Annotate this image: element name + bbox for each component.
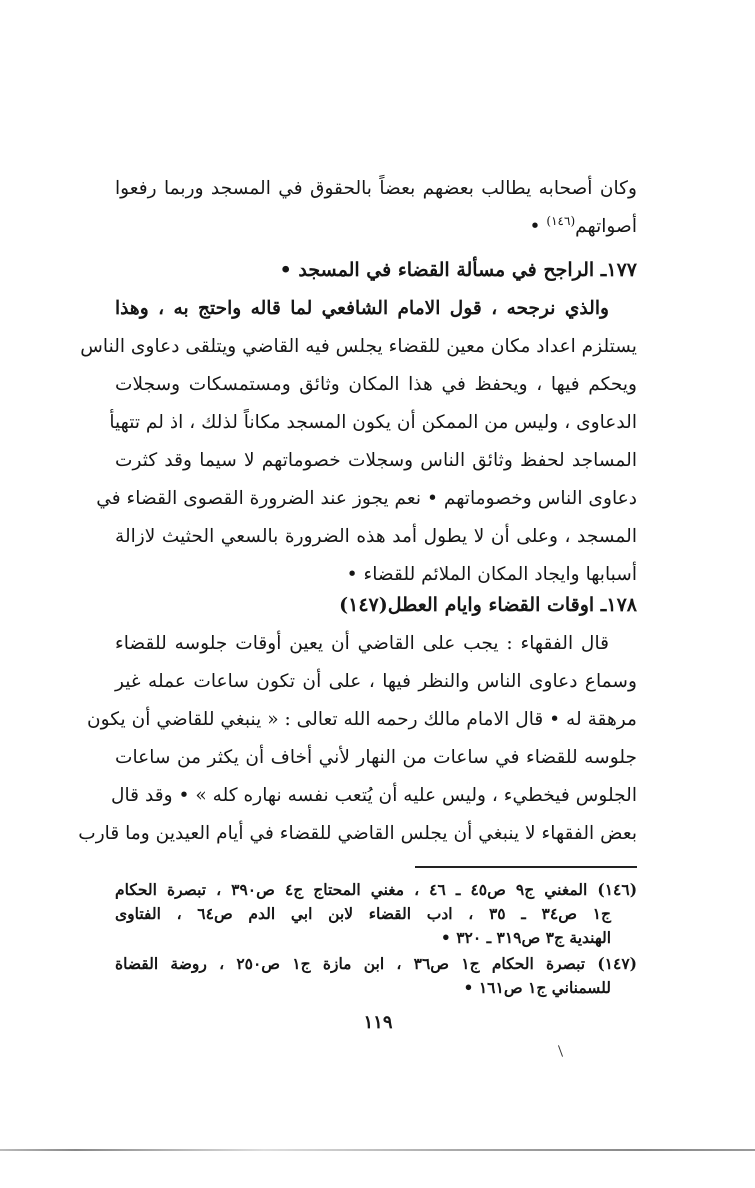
section-177-line-7: المسجد ، وعلى أن لا يطول أمد هذه الضرورة بالسعي الحثيث لازالة [115, 526, 637, 547]
intro-line-1: وكان أصحابه يطالب بعضهم بعضاً بالحقوق في المسجد وربما رفعوا [115, 178, 637, 199]
footnote-147-line-1: (١٤٧) تبصرة الحكام ج١ ص٣٦ ، ابن مازة ج١ ص٢٥٠ ، روضة القضاة [115, 954, 637, 973]
section-178-heading: ١٧٨ـ اوقات القضاء وايام العطل(١٤٧) [339, 594, 637, 616]
footnote-146-line-3: الهندية ج٣ ص٣١٩ ـ ٣٢٠ • [440, 928, 611, 947]
footnote-146-line-2: ج١ ص٣٤ ـ ٣٥ ، ادب القضاء لابن ابي الدم ص٦٤ ، الفتاوى [115, 904, 611, 923]
footnote-147-line-2: للسمناني ج١ ص١٦١ • [463, 978, 611, 997]
section-177-line-6: دعاوى الناس وخصوماتهم • نعم يجوز عند الضرورة القصوى القضاء في [96, 488, 637, 509]
section-177-line-8: أسبابها وايجاد المكان الملائم للقضاء • [346, 564, 637, 585]
footnote-separator [415, 866, 637, 868]
scan-speck [558, 1045, 563, 1057]
section-178-line-5: الجلوس فيخطيء ، وليس عليه أن يُتعب نفسه نهاره كله » • وقد قال [110, 785, 637, 806]
section-177-line-2: يستلزم اعداد مكان معين للقضاء يجلس فيه القاضي ويتلقى دعاوى الناس [80, 336, 637, 357]
section-178-line-2: وسماع دعاوى الناس والنظر فيها ، على أن تكون ساعات عمله غير [115, 671, 637, 692]
section-178 [78, 585, 637, 853]
footnote-146-line-1: (١٤٦) المغني ج٩ ص٤٥ ـ ٤٦ ، مغني المحتاج ج٤ ص٣٩٠ ، تبصرة الحكام [115, 880, 638, 899]
section-177-line-4: الدعاوى ، وليس من الممكن أن يكون المسجد مكاناً لذلك ، اذ لم تتهيأ [109, 412, 637, 433]
section-177-line-1: والذي نرجحه ، قول الامام الشافعي لما قاله واحتج به ، وهذا [115, 298, 609, 319]
footnote-146 [115, 878, 637, 950]
section-178-line-6: بعض الفقهاء لا ينبغي أن يجلس القاضي للقضاء في أيام العيدين وما قارب [78, 823, 637, 844]
section-177-line-3: ويحكم فيها ، ويحفظ في هذا المكان وثائق ومستمسكات وسجلات [115, 374, 637, 395]
scan-bottom-edge [0, 1149, 755, 1151]
footnote-ref-146: (١٤٦) [546, 213, 576, 228]
footnote-147 [115, 952, 637, 1000]
section-178-line-1: قال الفقهاء : يجب على القاضي أن يعين أوقات جلوسه للقضاء [115, 633, 609, 654]
page-number: ١١٩ [363, 1012, 393, 1033]
section-178-line-3: مرهقة له • قال الامام مالك رحمه الله تعالى : « ينبغي للقاضي أن يكون [86, 709, 637, 730]
intro-paragraph [115, 170, 637, 246]
intro-end-mark: • [529, 216, 541, 237]
intro-line-2-text: أصواتهم [575, 216, 637, 237]
section-177-heading: ١٧٧ـ الراجح في مسألة القضاء في المسجد • [279, 259, 637, 281]
intro-line-2 [115, 208, 637, 246]
section-178-line-4: جلوسه للقضاء في ساعات من النهار لأني أخاف أن يكثر من ساعات [115, 747, 637, 768]
section-177 [80, 250, 637, 594]
section-177-line-5: المساجد لحفظ وثائق الناس وسجلات خصوماتهم لا سيما وقد كثرت [115, 450, 637, 471]
